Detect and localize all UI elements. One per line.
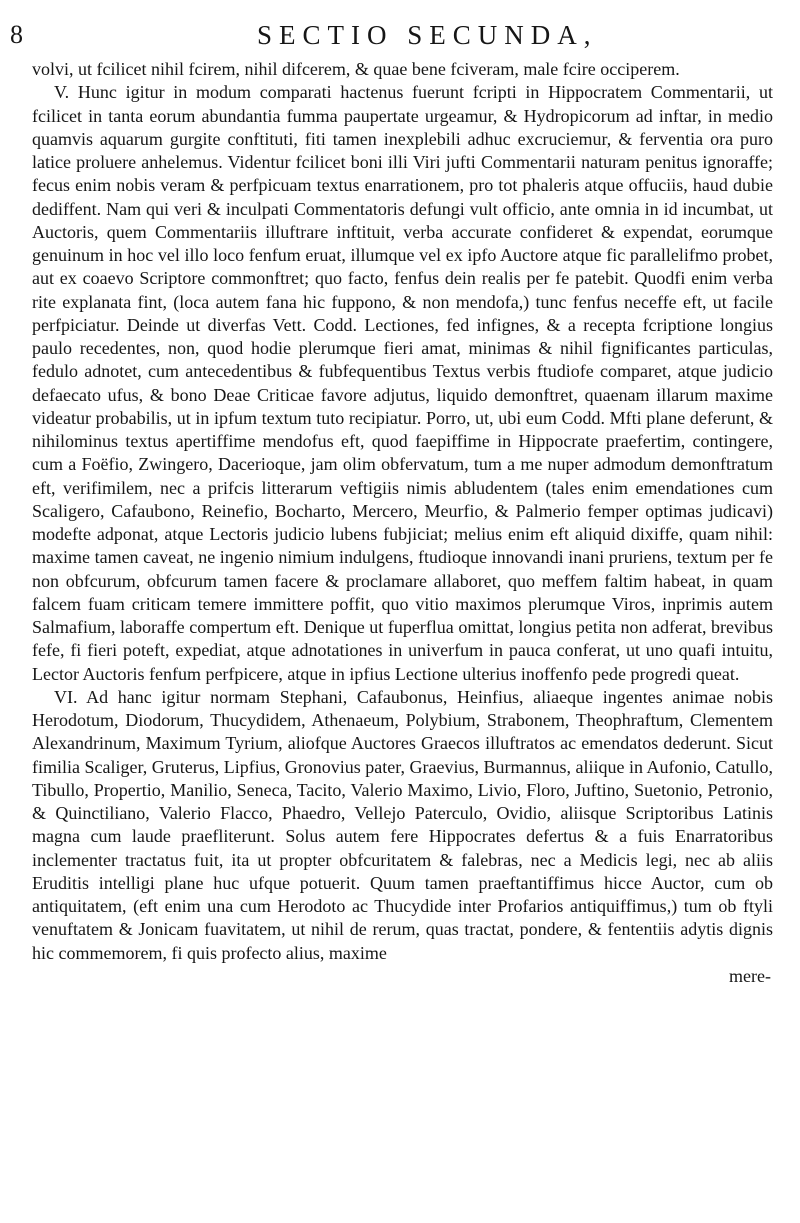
paragraph-vi: VI. Ad hanc igitur normam Stephani, Cafaubonus, Heinfius, aliaeque ingentes animae nobis Herodotum, Diodorum, Thucydidem, Athenaeum, Polybium, Strabonem, Theophraftum, Clementem Alexandrinum, Maximum Tyrium, aliofque Auctores Graecos illuftratos ac emendatos dederunt. Sicut fimilia Scaliger, Gruterus, Lipfius, Gronovius pater, Graevius, Burmannus, aliique in Aufonio, Catullo, Tibullo, Propertio, Manilio, Seneca, Tacito, Valerio Maximo, Livio, Floro, Juftino, Suetonio, Petronio, & Quinctiliano, Valerio Flacco, Phaedro, Vellejo Paterculo, Ovidio, aliisque Scriptoribus Latinis magna cum laude praefliterunt. Solus autem fere Hippocrates defertus & a fuis Enarratoribus inclementer tractatus fuit, ita ut propter obfcuritatem & falebras, nec a Medicis legi, nec ab aliis Eruditis intelligi plane huc ufque potuerit. Quum tamen praeftantiffimus hicce Auctor, cum ob antiquitatem, (eft enim una cum Herodoto ac Thucydide inter Profarios antiquiffimus,) tum ob ftyli venuftatem & Jonicam fuavitatem, ut nihil de rerum, quas tractat, pondere, & fententiis adytis dignis hic commemorem, fi quis profecto alius, maxime <box>32 686 773 963</box>
running-head <box>10 20 773 58</box>
section-title: SECTIO SECUNDA, <box>257 20 598 50</box>
paragraph-continuation: volvi, ut fcilicet nihil fcirem, nihil difcerem, & quae bene fciveram, male fcire occiperem. <box>32 59 680 79</box>
paragraph-v: V. Hunc igitur in modum comparati hactenus fuerunt fcripti in Hippocratem Commentarii, ut fcilicet in tanta eorum abundantia fumma paupertate urgeamur, & Hydropicorum ad inftar, in medio quamvis aquarum gurgite conftituti, fiti tamen inexplebili adhuc excruciemur, & ferventia ora puro latice proluere anhelemus. Videntur fcilicet boni illi Viri jufti Commentarii naturam penitus ignoraffe; fecus enim nobis veram & perfpicuam textus enarrationem, pro tot phaleris atque offuciis, haud dubie dediffent. Nam qui veri & inculpati Commentatoris defungi vult officio, ante omnia in id incumbat, ut Auctoris, quem Commentariis illuftrare inftituit, verba accurate confideret & expendat, eorumque genuinum in hoc vel illo loco fenfum eruat, illumque vel ex ipfo Auctore atque fic parallelifmo probet, aut ex coaevo Scriptore commonftret; quo facto, fenfus dein realis per fe patebit. Quodfi enim verba rite explanata fint, (loca autem fana hic fuppono, & non mendofa,) tunc fenfus neceffe eft, ut facile perfpiciatur. Deinde ut diverfas Vett. Codd. Lectiones, fed infignes, & a recepta fcriptione longius paulo recedentes, non, quod hodie plerumque fieri amat, minimas & nihil fignificantes particulas, fedulo adnotet, cum antecedentibus & fubfequentibus Textus verbis ftudiofe comparet, atque judicio defaecato ufus, & bono Deae Criticae favore adjutus, liquido demonftret, quaenam illarum maxime videatur probabilis, ut in ipfum textum tuto recipiatur. Porro, ut, ubi eum Codd. Mfti plane deferunt, & nihilominus textus apertiffime mendofus eft, quod faepiffime in Hippocrate praefertim, contingere, cum a Foëfio, Zwingero, Dacerioque, jam olim obfervatum, tum a me nuper admodum demonftratum eft, verifimilem, nec a prifcis litterarum veftigiis nimis abludentem (tales enim emendationes cum Scaligero, Cafaubono, Reinefio, Bocharto, Mercero, Meurfio, & Palmerio femper optimas judicavi) modefte adponat, atque Lectoris judicio lubens fubjiciat; melius enim eft aliquid dixiffe, quam nihil: maxime tamen caveat, ne ingenio nimium indulgens, ftudioque innovandi inani pruriens, textum per fe non obfcurum, obfcurum tamen facere & proclamare allaboret, quo meffem faltim habeat, in quam falcem fuam criticam temere immittere poffit, quo vitio maximos plerumque Viros, inprimis autem Salmafium, laboraffe compertum eft. Denique ut fuperflua omittat, longius petita non adferat, brevibus fefe, fi fieri poteft, expediat, atque adnotationes in univerfum in pauca conferat, ut uno quafi intuitu, Lector Auctoris fenfum perfpicere, atque in ipfius Lectione ulterius inoffenfo pede progredi queat. <box>32 82 773 684</box>
catchword: mere- <box>729 965 771 986</box>
page-number: 8 <box>10 20 23 49</box>
body-text <box>32 58 773 965</box>
